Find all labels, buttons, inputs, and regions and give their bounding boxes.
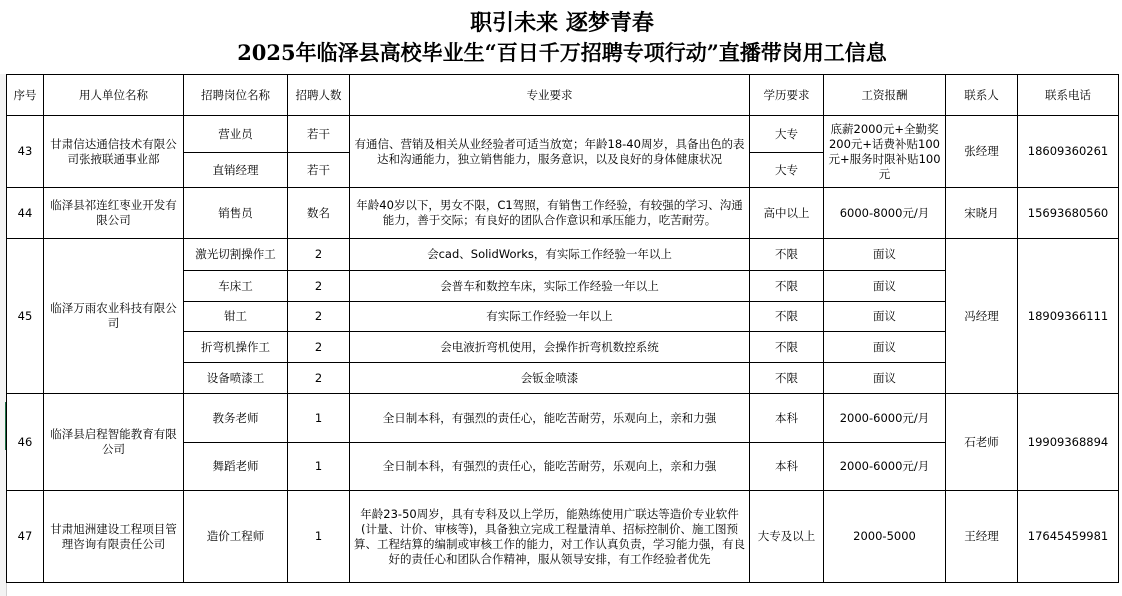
cell-requirement[interactable]: 全日制本科，有强烈的责任心，能吃苦耐劳，乐观向上，亲和力强 [350,394,750,443]
cell-salary[interactable]: 2000-6000元/月 [824,394,946,443]
cell-count[interactable]: 1 [288,394,350,443]
cell-salary[interactable]: 底薪2000元+全勤奖200元+话费补贴100元+服务时限补贴100元 [824,116,946,188]
cell-requirement[interactable]: 会cad、SolidWorks，有实际工作经验一年以上 [350,239,750,271]
cell-education[interactable]: 不限 [750,239,824,271]
title-line-1: 职引未来 逐梦青春 [470,10,654,36]
title-block [6,0,1118,72]
cell-count[interactable]: 2 [288,271,350,302]
cell-requirement[interactable]: 有实际工作经验一年以上 [350,302,750,332]
cell-contact[interactable]: 石老师 [946,394,1018,491]
cell-salary[interactable]: 面议 [824,332,946,363]
table-row [7,188,1119,239]
cell-requirement[interactable]: 会钣金喷漆 [350,363,750,394]
cell-requirement[interactable]: 会电液折弯机使用，会操作折弯机数控系统 [350,332,750,363]
cell-unit[interactable]: 临泽万雨农业科技有限公司 [44,239,184,394]
cell-count[interactable]: 1 [288,443,350,491]
cell-count[interactable]: 2 [288,363,350,394]
cell-requirement[interactable]: 有通信、营销及相关从业经验者可适当放宽；年龄18-40周岁，具备出色的表达和沟通能力，独立销售能力，服务意识，以及良好的身体健康状况 [350,116,750,188]
cell-requirement[interactable]: 年龄40岁以下，男女不限，C1驾照，有销售工作经验，有较强的学习、沟通能力，善于交际；有良好的团队合作意识和承压能力，吃苦耐劳。 [350,188,750,239]
header-row [7,75,1119,116]
cell-position[interactable]: 激光切割操作工 [184,239,288,271]
cell-education[interactable]: 不限 [750,302,824,332]
cell-education[interactable]: 大专 [750,153,824,188]
header-salary[interactable]: 工资报酬 [824,75,946,116]
cell-position[interactable]: 销售员 [184,188,288,239]
cell-count[interactable]: 2 [288,239,350,271]
header-contact[interactable]: 联系人 [946,75,1018,116]
title-line-2: 2025年临泽县高校毕业生“百日千万招聘专项行动”直播带岗用工信息 [237,40,887,65]
cell-education[interactable]: 本科 [750,443,824,491]
cell-position[interactable]: 营业员 [184,116,288,153]
header-count[interactable]: 招聘人数 [288,75,350,116]
cell-seq[interactable]: 45 [7,239,44,394]
cell-contact[interactable]: 宋晓月 [946,188,1018,239]
cell-count[interactable]: 数名 [288,188,350,239]
cell-phone[interactable]: 18909366111 [1018,239,1119,394]
cell-count[interactable]: 若干 [288,116,350,153]
cell-salary[interactable]: 面议 [824,239,946,271]
header-unit[interactable]: 用人单位名称 [44,75,184,116]
cell-count[interactable]: 若干 [288,153,350,188]
cell-requirement[interactable]: 全日制本科，有强烈的责任心，能吃苦耐劳，乐观向上，亲和力强 [350,443,750,491]
table-row [7,491,1119,583]
cell-count[interactable]: 2 [288,302,350,332]
cell-position[interactable]: 设备喷漆工 [184,363,288,394]
cell-salary[interactable]: 6000-8000元/月 [824,188,946,239]
cell-salary[interactable]: 2000-5000 [824,491,946,583]
cell-seq[interactable]: 46 [7,394,44,491]
cell-education[interactable]: 高中以上 [750,188,824,239]
jobs-table [6,74,1119,583]
cell-unit[interactable]: 临泽县祁连红枣业开发有限公司 [44,188,184,239]
table-row [7,116,1119,153]
cell-unit[interactable]: 临泽县启程智能教育有限公司 [44,394,184,491]
cell-education[interactable]: 不限 [750,363,824,394]
cell-phone[interactable]: 19909368894 [1018,394,1119,491]
cell-seq[interactable]: 47 [7,491,44,583]
cell-unit[interactable]: 甘肃旭洲建设工程项目管理咨询有限责任公司 [44,491,184,583]
table-row [7,239,1119,271]
table-row [7,394,1119,443]
cell-salary[interactable]: 面议 [824,302,946,332]
cell-education[interactable]: 大专及以上 [750,491,824,583]
cell-seq[interactable]: 43 [7,116,44,188]
header-seq[interactable]: 序号 [7,75,44,116]
cell-count[interactable]: 2 [288,332,350,363]
cell-salary[interactable]: 2000-6000元/月 [824,443,946,491]
cell-education[interactable]: 不限 [750,271,824,302]
cell-contact[interactable]: 张经理 [946,116,1018,188]
cell-requirement[interactable]: 年龄23-50周岁，具有专科及以上学历，能熟练使用广联达等造价专业软件(计量、计价、审核等)，具备独立完成工程量清单、招标控制价、施工图预算、工程结算的编制或审核工作的能力，对工作认真负责，学习能力强，有良好的责任心和团队合作精神，服从领导安排，有工作经验者优先 [350,491,750,583]
cell-salary[interactable]: 面议 [824,363,946,394]
cell-requirement[interactable]: 会普车和数控车床，实际工作经验一年以上 [350,271,750,302]
cell-phone[interactable]: 17645459981 [1018,491,1119,583]
cell-position[interactable]: 折弯机操作工 [184,332,288,363]
cell-position[interactable]: 直销经理 [184,153,288,188]
cell-contact[interactable]: 冯经理 [946,239,1018,394]
cell-education[interactable]: 不限 [750,332,824,363]
cell-position[interactable]: 造价工程师 [184,491,288,583]
header-requirement[interactable]: 专业要求 [350,75,750,116]
header-education[interactable]: 学历要求 [750,75,824,116]
cell-phone[interactable]: 18609360261 [1018,116,1119,188]
cell-count[interactable]: 1 [288,491,350,583]
cell-position[interactable]: 钳工 [184,302,288,332]
cell-phone[interactable]: 15693680560 [1018,188,1119,239]
cell-position[interactable]: 教务老师 [184,394,288,443]
cell-position[interactable]: 舞蹈老师 [184,443,288,491]
header-position[interactable]: 招聘岗位名称 [184,75,288,116]
cell-position[interactable]: 车床工 [184,271,288,302]
cell-education[interactable]: 大专 [750,116,824,153]
cell-unit[interactable]: 甘肃信达通信技术有限公司张掖联通事业部 [44,116,184,188]
cell-seq[interactable]: 44 [7,188,44,239]
cell-salary[interactable]: 面议 [824,271,946,302]
cell-contact[interactable]: 王经理 [946,491,1018,583]
cell-education[interactable]: 本科 [750,394,824,443]
header-phone[interactable]: 联系电话 [1018,75,1119,116]
